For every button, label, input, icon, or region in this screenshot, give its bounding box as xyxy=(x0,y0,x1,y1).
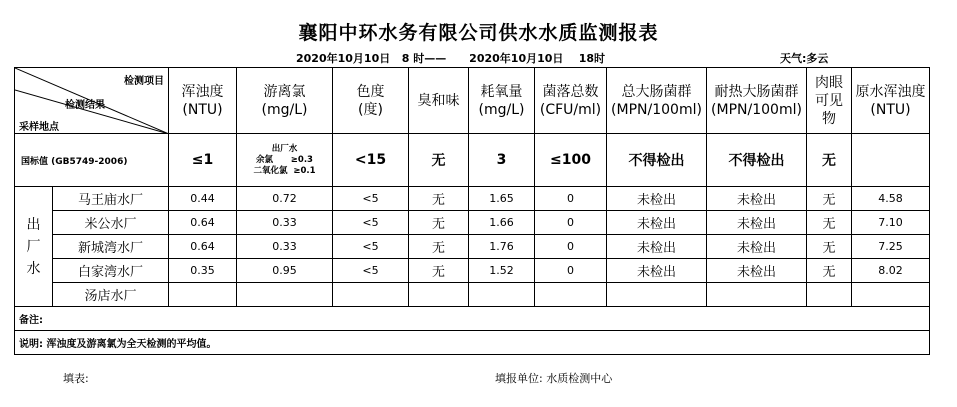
color-value: <5 xyxy=(333,259,409,283)
coliform-value xyxy=(607,283,707,307)
colonies-value: 0 xyxy=(535,259,607,283)
coliform-value: 未检出 xyxy=(607,211,707,235)
col-header-raw-turbidity: 原水浑浊度 (NTU) xyxy=(852,68,930,134)
odor-value xyxy=(409,283,469,307)
colonies-value: 0 xyxy=(535,235,607,259)
table-row xyxy=(15,259,930,283)
standard-oxygen: 3 xyxy=(469,134,535,187)
turbidity-value: 0.64 xyxy=(169,235,237,259)
odor-value: 无 xyxy=(409,187,469,211)
header-site-label: 采样地点 xyxy=(19,122,59,133)
chlorine-value: 0.72 xyxy=(237,187,333,211)
turbidity-value: 0.44 xyxy=(169,187,237,211)
oxygen-value: 1.76 xyxy=(469,235,535,259)
coliform-value: 未检出 xyxy=(607,259,707,283)
oxygen-value: 1.65 xyxy=(469,187,535,211)
color-value: <5 xyxy=(333,235,409,259)
header-result-label: 检测结果 xyxy=(65,100,105,111)
chlorine-value: 0.33 xyxy=(237,211,333,235)
plant-name: 米公水厂 xyxy=(53,211,169,235)
standard-colonies: ≤100 xyxy=(535,134,607,187)
turbidity-value xyxy=(169,283,237,307)
thermo-coliform-value: 未检出 xyxy=(707,211,807,235)
turbidity-value: 0.35 xyxy=(169,259,237,283)
colonies-value xyxy=(535,283,607,307)
col-header-visible: 肉眼 可见 物 xyxy=(807,68,852,134)
standard-coliform: 不得检出 xyxy=(607,134,707,187)
plant-name: 白家湾水厂 xyxy=(53,259,169,283)
remarks-label: 备注: xyxy=(15,307,930,331)
reporting-unit-label: 填报单位: 水质检测中心 xyxy=(495,372,613,385)
thermo-coliform-value xyxy=(707,283,807,307)
visible-value xyxy=(807,283,852,307)
standard-raw-turbidity xyxy=(852,134,930,187)
filled-by-label: 填表: xyxy=(63,372,89,385)
oxygen-value: 1.52 xyxy=(469,259,535,283)
color-value: <5 xyxy=(333,211,409,235)
visible-value: 无 xyxy=(807,259,852,283)
turbidity-value: 0.64 xyxy=(169,211,237,235)
plant-name: 新城湾水厂 xyxy=(53,235,169,259)
coliform-value: 未检出 xyxy=(607,187,707,211)
visible-value: 无 xyxy=(807,235,852,259)
col-header-turbidity: 浑浊度 (NTU) xyxy=(169,68,237,134)
table-row xyxy=(15,187,930,211)
raw-turbidity-value xyxy=(852,283,930,307)
report-title: 襄阳中环水务有限公司供水水质监测报表 xyxy=(298,22,659,44)
water-quality-table xyxy=(14,67,930,355)
col-header-colonies: 菌落总数 (CFU/ml) xyxy=(535,68,607,134)
header-row xyxy=(15,68,930,134)
color-value xyxy=(333,283,409,307)
color-value: <5 xyxy=(333,187,409,211)
diagonal-header-cell xyxy=(15,68,169,134)
note-text: 说明: 浑浊度及游离氯为全天检测的平均值。 xyxy=(15,331,930,355)
weather-label: 天气:多云 xyxy=(780,52,829,65)
header-item-label: 检测项目 xyxy=(124,76,164,87)
col-header-chlorine: 游离氯 (mg/L) xyxy=(237,68,333,134)
table-row xyxy=(15,235,930,259)
standard-label: 国标值 (GB5749-2006) xyxy=(15,134,169,187)
raw-turbidity-value: 8.02 xyxy=(852,259,930,283)
plant-name: 马王庙水厂 xyxy=(53,187,169,211)
chlorine-value: 0.95 xyxy=(237,259,333,283)
raw-turbidity-value: 7.10 xyxy=(852,211,930,235)
thermo-coliform-value: 未检出 xyxy=(707,259,807,283)
plant-name: 汤店水厂 xyxy=(53,283,169,307)
standard-color: <15 xyxy=(333,134,409,187)
standard-odor: 无 xyxy=(409,134,469,187)
odor-value: 无 xyxy=(409,259,469,283)
chlorine-value: 0.33 xyxy=(237,235,333,259)
oxygen-value: 1.66 xyxy=(469,211,535,235)
report-date-range: 2020年10月10日 8 时—— 2020年10月10日 18时 xyxy=(296,52,606,65)
table-row xyxy=(15,211,930,235)
thermo-coliform-value: 未检出 xyxy=(707,235,807,259)
standard-thermo-coliform: 不得检出 xyxy=(707,134,807,187)
raw-turbidity-value: 4.58 xyxy=(852,187,930,211)
visible-value: 无 xyxy=(807,211,852,235)
col-header-color: 色度 (度) xyxy=(333,68,409,134)
visible-value: 无 xyxy=(807,187,852,211)
col-header-coliform: 总大肠菌群 (MPN/100ml) xyxy=(607,68,707,134)
chlorine-value xyxy=(237,283,333,307)
oxygen-value xyxy=(469,283,535,307)
odor-value: 无 xyxy=(409,211,469,235)
note-row xyxy=(15,331,930,355)
col-header-thermo-coliform: 耐热大肠菌群 (MPN/100ml) xyxy=(707,68,807,134)
colonies-value: 0 xyxy=(535,187,607,211)
col-header-odor: 臭和味 xyxy=(409,68,469,134)
standard-visible: 无 xyxy=(807,134,852,187)
raw-turbidity-value: 7.25 xyxy=(852,235,930,259)
remarks-row xyxy=(15,307,930,331)
group-label-outflow: 出 厂 水 xyxy=(15,187,53,307)
colonies-value: 0 xyxy=(535,211,607,235)
table-row xyxy=(15,283,930,307)
standard-row xyxy=(15,134,930,187)
coliform-value: 未检出 xyxy=(607,235,707,259)
col-header-oxygen: 耗氧量 (mg/L) xyxy=(469,68,535,134)
standard-turbidity: ≤1 xyxy=(169,134,237,187)
thermo-coliform-value: 未检出 xyxy=(707,187,807,211)
odor-value: 无 xyxy=(409,235,469,259)
standard-chlorine: 出厂水 余氯 ≥0.3 二氧化氯 ≥0.1 xyxy=(237,134,333,187)
